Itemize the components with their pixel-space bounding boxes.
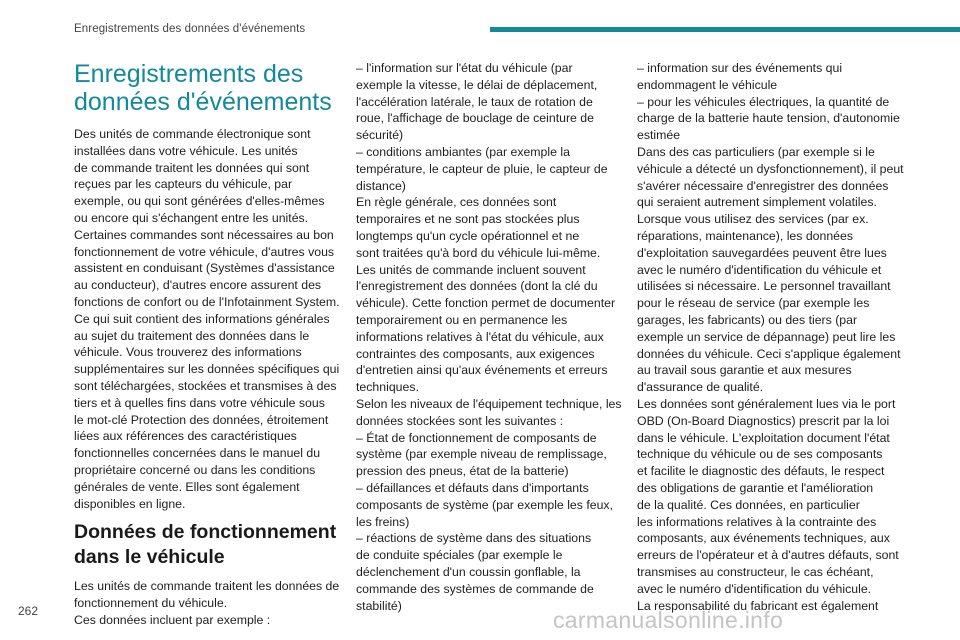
- text-line: – l'information sur l'état du véhicule (par: [356, 61, 573, 75]
- text-line: Lorsque vous utilisez des services (par ex.: [637, 212, 869, 227]
- page-title-line-2: données d'événements: [74, 88, 332, 116]
- text-line: Dans des cas particuliers (par exemple si le: [637, 144, 875, 159]
- text-line: les informations relatives à la contrainte des: [637, 514, 877, 529]
- text-line: données du véhicule. Ceci s'applique également: [637, 346, 901, 361]
- text-line: exemple la vitesse, le délai de déplacement,: [356, 77, 598, 92]
- text-line: exemple un service de dépannage) peut lire les: [637, 329, 896, 344]
- text-line: transmises au constructeur, le cas échéant,: [637, 564, 874, 579]
- column-2: [356, 60, 626, 614]
- text-line: liées aux références des caractéristiques: [74, 429, 297, 444]
- text-line: de commande traitent les données qui sont: [74, 160, 310, 175]
- text-line: temporaires et ne sont pas stockées plus: [356, 212, 580, 227]
- text-line: pression des pneus, état de la batterie): [356, 464, 569, 479]
- text-line: les freins): [356, 514, 410, 529]
- text-line: l'accélération latérale, le taux de rotation de: [356, 94, 593, 109]
- section-title-line-2: dans le véhicule: [74, 546, 225, 569]
- text-line: température, le capteur de pluie, le capteur de: [356, 161, 608, 176]
- text-line: Les unités de commande incluent souvent: [356, 262, 586, 277]
- text-line: supplémentaires sur les données spécifiques qui: [74, 362, 340, 377]
- section-title: [74, 520, 344, 570]
- text-line: sont traitées qu'à bord du véhicule lui-même.: [356, 245, 601, 260]
- text-line: composants de système (par exemple les feux,: [356, 497, 613, 512]
- text-line: le mot-clé Protection des données, étroitement: [74, 412, 329, 427]
- text-line: Ce qui suit contient des informations générales: [74, 311, 330, 326]
- text-line: et facilite le diagnostic des défauts, le respect: [637, 464, 885, 479]
- text-line: La responsabilité du fabricant est également: [637, 598, 879, 613]
- text-line: longtemps qu'un cycle opérationnel et ne: [356, 228, 580, 243]
- page-title: [74, 60, 344, 116]
- text-line: charge de la batterie haute tension, d'autonomie: [637, 111, 900, 126]
- text-line: avec le numéro d'identification du véhicule et: [637, 262, 882, 277]
- text-line: réparations, maintenance), les données: [637, 228, 854, 243]
- text-line: l'enregistrement des données (dont la clé du: [356, 279, 598, 294]
- text-line: dans le véhicule. L'exploitation document l'état: [637, 430, 890, 445]
- text-line: distance): [356, 178, 406, 193]
- text-line: s'avérer nécessaire d'enregistrer des données: [637, 178, 889, 193]
- text-line: d'exploitation sauvegardées peuvent être lues: [637, 245, 887, 260]
- text-line: pour le réseau de service (par exemple les: [637, 296, 870, 311]
- text-line: – conditions ambiantes (par exemple la: [356, 144, 570, 159]
- text-line: générales de vente. Elles sont également: [74, 479, 300, 494]
- text-line: d'assurance de qualité.: [637, 380, 764, 395]
- text-line: garages, les fabricants) ou des tiers (par: [637, 312, 858, 327]
- text-line: erreurs de l'opérateur et à d'autres défauts, sont: [637, 548, 899, 563]
- text-line: – État de fonctionnement de composants de: [356, 430, 597, 445]
- text-line: assistent en conduisant (Systèmes d'assistance: [74, 261, 335, 276]
- text-line: contraintes des composants, aux exigences: [356, 346, 595, 361]
- text-line: véhicule. Vous trouverez des informations: [74, 345, 302, 360]
- text-line: de la qualité. Ces données, en particulier: [637, 497, 860, 512]
- text-line: composants, aux événements techniques, aux: [637, 531, 890, 546]
- text-line: Les données sont généralement lues via le port: [637, 396, 896, 411]
- text-line: exemple, ou qui sont générées d'elles-mêmes: [74, 194, 325, 209]
- text-line: stabilité): [356, 598, 402, 613]
- text-line: temporairement ou en permanence les: [356, 312, 568, 327]
- text-line: des obligations de garantie et l'amélioration: [637, 480, 874, 495]
- text-line: commande des systèmes de commande de: [356, 581, 594, 596]
- text-line: propriétaire concerné ou dans les conditions: [74, 462, 316, 477]
- text-line: véhicule). Cette fonction permet de documenter: [356, 296, 616, 311]
- text-line: En règle générale, ces données sont: [356, 195, 557, 210]
- text-line: fonctionnement du véhicule.: [74, 596, 228, 611]
- text-line: fonctionnelles concernées dans le manuel du: [74, 446, 321, 461]
- column-2-text: [356, 60, 626, 614]
- text-line: d'entretien ainsi qu'aux événements et erreurs: [356, 363, 608, 378]
- text-line: de conduite spéciales (par exemple le: [356, 548, 563, 563]
- text-line: Certaines commandes sont nécessaires au bon: [74, 227, 334, 242]
- text-line: tiers et à quelles fins dans votre véhicule sous: [74, 395, 325, 410]
- section-text: [74, 578, 344, 628]
- text-line: techniques.: [356, 380, 419, 395]
- text-line: sécurité): [356, 128, 404, 143]
- text-line: ou encore qui s'échangent entre les unités.: [74, 210, 309, 225]
- section-title-line-1: Données de fonctionnement: [74, 521, 337, 544]
- text-line: installées dans votre véhicule. Les unités: [74, 143, 298, 158]
- text-line: endommagent le véhicule: [637, 77, 778, 92]
- text-line: Selon les niveaux de l'équipement technique, les: [356, 396, 622, 411]
- column-1: [74, 60, 344, 629]
- intro-text: [74, 126, 344, 512]
- text-line: informations relatives à l'état du véhicule, aux: [356, 329, 604, 344]
- text-line: – pour les véhicules électriques, la quantité de: [637, 94, 890, 109]
- text-line: utilisées si nécessaire. Le personnel travaillant: [637, 279, 891, 294]
- text-line: système (par exemple niveau de remplissage,: [356, 447, 607, 462]
- header-accent-bar: [490, 27, 960, 32]
- text-line: Ces données incluent par exemple :: [74, 612, 271, 627]
- text-line: – défaillances et défauts dans d'importants: [356, 480, 589, 495]
- text-line: au travail sous garantie et aux mesures: [637, 363, 852, 378]
- text-line: disponibles en ligne.: [74, 496, 186, 511]
- text-line: sont téléchargées, stockées et transmises à des: [74, 378, 337, 393]
- text-line: – information sur des événements qui: [637, 61, 843, 75]
- column-3: [637, 60, 911, 614]
- text-line: qui seraient autrement simplement volatiles.: [637, 195, 877, 210]
- text-line: au conducteur), d'autres encore assurent des: [74, 278, 322, 293]
- page-number: 262: [18, 604, 39, 618]
- text-line: technique du véhicule ou de ses composants: [637, 447, 883, 462]
- running-header: Enregistrements des données d'événements: [74, 23, 306, 35]
- text-line: estimée: [637, 128, 681, 143]
- text-line: roue, l'affichage de bouclage de ceinture de: [356, 111, 594, 126]
- text-line: véhicule a détecté un dysfonctionnement), il peut: [637, 161, 904, 176]
- text-line: Les unités de commande traitent les données de: [74, 579, 340, 594]
- text-line: OBD (On-Board Diagnostics) prescrit par la loi: [637, 413, 890, 428]
- text-line: au sujet du traitement des données dans le: [74, 328, 310, 343]
- text-line: avec le numéro d'identification du véhicule.: [637, 581, 872, 596]
- text-line: reçues par les capteurs du véhicule, par: [74, 177, 293, 192]
- text-line: – réactions de système dans des situations: [356, 531, 592, 546]
- text-line: données stockées sont les suivantes :: [356, 413, 564, 428]
- column-3-text: [637, 60, 911, 614]
- text-line: fonctionnement de votre véhicule, d'autres vous: [74, 244, 335, 259]
- text-line: fonctions de confort ou de l'Infotainment System.: [74, 294, 340, 309]
- text-line: Des unités de commande électronique sont: [74, 127, 311, 141]
- page-title-line-1: Enregistrements des: [74, 60, 304, 88]
- watermark: carmanualsonline.info: [553, 607, 784, 633]
- text-line: déclenchement d'un coussin gonflable, la: [356, 564, 581, 579]
